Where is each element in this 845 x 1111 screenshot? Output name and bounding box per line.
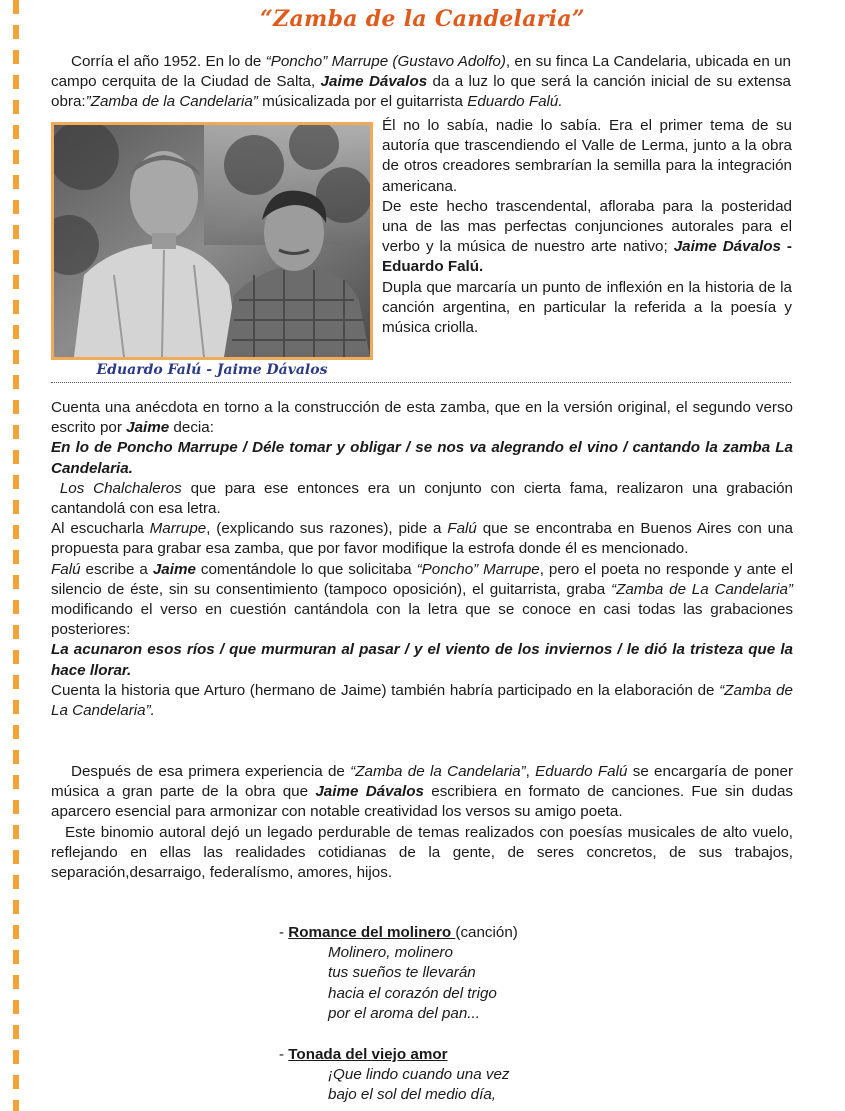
verse-line: bajo el sol del medio día, <box>328 1086 497 1104</box>
verse-line: ¡Que lindo cuando una vez <box>328 1066 510 1084</box>
verse-line: Molinero, molinero <box>328 944 453 962</box>
song-romance-del-molinero: - Romance del molinero (canción) Molinero, molinero tus sueños te llevarán hacia el corazón del trigo por el aroma del pan... <box>279 923 659 1024</box>
dashed-border <box>13 0 19 1111</box>
right-paragraph-1: Él no lo sabía, nadie lo sabía. Era el primer tema de su autoría que trascendiendo el Valle de Lerma, junto a la obra de otros creadores sembrarían la semilla para la integración americana. <box>382 117 792 195</box>
song-tonada-del-viejo-amor: - Tonada del viejo amor ¡Que lindo cuando una vez bajo el sol del medio día, <box>279 1045 659 1106</box>
original-verse: En lo de Poncho Marrupe / Déle tomar y obligar / se nos va alegrando el vino / cantando la zamba La Candelaria. <box>51 439 793 477</box>
right-column-text <box>382 116 792 338</box>
right-paragraph-3: Dupla que marcaría un punto de inflexión en la historia de la canción argentina, en particular la referida a la poesía y música criolla. <box>382 278 792 337</box>
song-title: Romance del molinero <box>288 924 456 941</box>
legacy-section: Después de esa primera experiencia de “Zamba de la Candelaria”, Eduardo Falú se encargaría de poner música a gran parte de la obra que Jaime Dávalos escribiera en formato de canciones. Fue sin dudas aparcero esencial para armonizar con notable creatividad los versos su amigo poeta. Este binomio autoral dejó un legado perdurable de temas realizados con poesías musicales de alto vuelo, reflejando en ellas las realidades cotidianas de la gente, de seres concretos, de sus trabajos, separación,desarraigo, federalísmo, amores, hijos. <box>51 763 794 882</box>
dotted-divider <box>51 382 791 383</box>
verse-line: por el aroma del pan... <box>328 1004 480 1022</box>
right-paragraph-2: De este hecho trascendental, afloraba para la posteridad una de las mas perfectas conjunciones autorales para el verbo y la música de nuestro arte nativo; Jaime Dávalos - Eduardo Falú. <box>382 197 792 276</box>
verse-line: tus sueños te llevarán <box>328 964 476 982</box>
verse-line: hacia el corazón del trigo <box>328 984 497 1002</box>
intro-paragraph: Corría el año 1952. En lo de “Poncho” Marrupe (Gustavo Adolfo), en su finca La Candelaria, ubicada en un campo cerquita de la Ciudad de Salta, Jaime Dávalos da a luz lo que será la canción inicial de su extensa obra:”Zamba de la Candelaria” músicalizada por el guitarrista Eduardo Falú. <box>51 53 791 111</box>
photo-caption: Eduardo Falú - Jaime Dávalos <box>96 362 328 378</box>
anecdote-section: Cuenta una anécdota en torno a la construcción de esta zamba, que en la versión original, el segundo verso escrito por Jaime decia: En lo de Poncho Marrupe / Déle tomar y obligar / se nos va alegrando el vino / cantando la zamba La Candelaria. Los Chalchaleros que para ese entonces era un conjunto con cierta fama, realizaron una grabación cantandolá con esa letra. Al escucharla Marrupe, (explicando sus razones), pide a Falú que se encontraba en Buenos Aires con una propuesta para grabar esa zamba, que por favor modifique la estrofa donde él es mencionado. Falú escribe a Jaime comentándole lo que solicitaba “Poncho” Marrupe, pero el poeta no responde y ante el silencio de éste, sin su consentimiento (tampoco oposición), el guitarrista, graba “Zamba de La Candelaria” modificando el verso en cuestión cantándola con la letra que se conoce en casi todas las grabaciones posteriores: La acunaron esos ríos / que murmuran al pasar / y el viento de los inviernos / le dió la tristeza que la hace llorar. Cuenta la historia que Arturo (hermano de Jaime) también habría participado en la elaboración de “Zamba de La Candelaria”. <box>51 399 793 720</box>
modified-verse: La acunaron esos ríos / que murmuran al pasar / y el viento de los inviernos / le dió la tristeza que la hace llorar. <box>51 641 793 679</box>
song-title: Tonada del viejo amor <box>288 1046 448 1063</box>
photo-falu-davalos <box>51 122 373 360</box>
page-title: “Zamba de la Candelaria” <box>260 6 585 32</box>
